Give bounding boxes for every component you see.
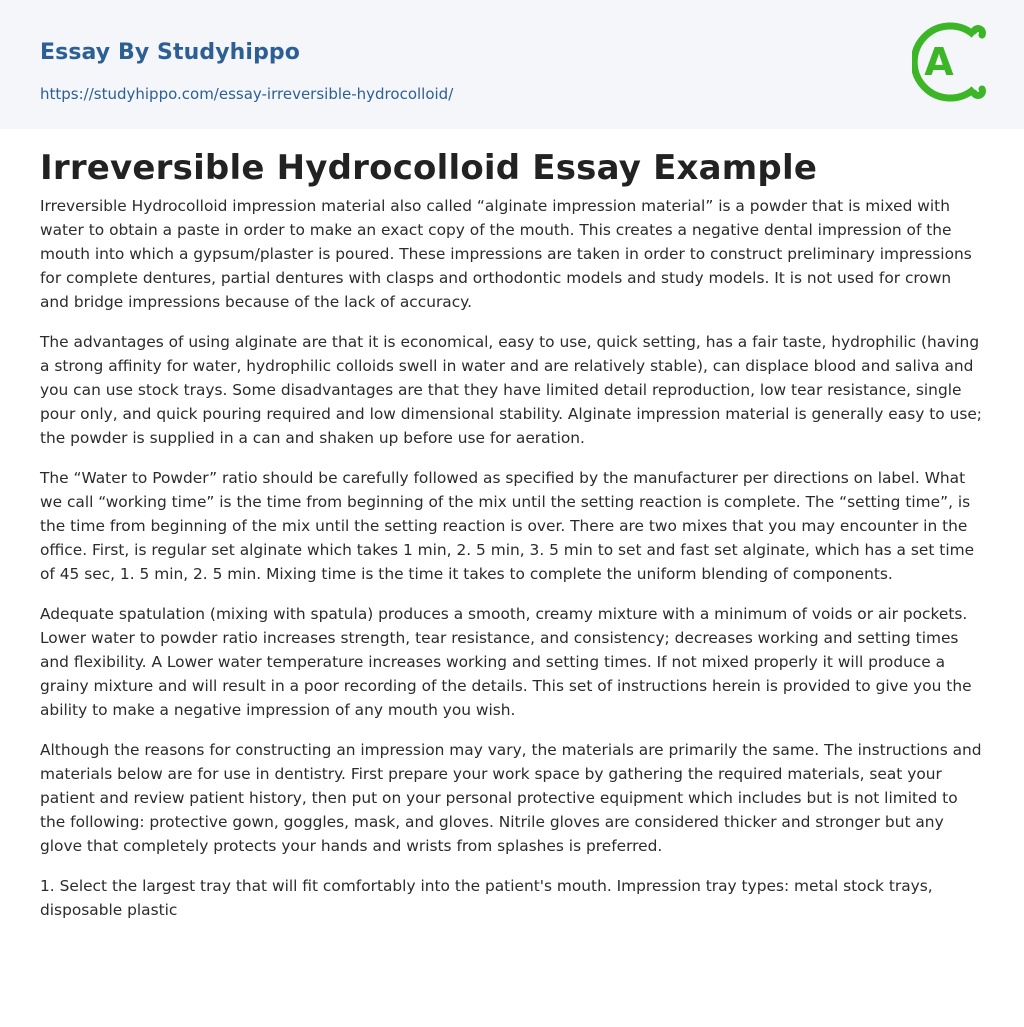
article-title: Irreversible Hydrocolloid Essay Example	[40, 148, 818, 188]
logo-letter: A	[924, 40, 954, 84]
article-paragraph-6: 1. Select the largest tray that will fit comfortably into the patient's mouth. Impression tray types: metal stock trays, disposable plastic	[40, 877, 933, 919]
article-paragraph-2: The advantages of using alginate are that it is economical, easy to use, quick setting, has a fair taste, hydrophilic (having a strong affinity for water, hydrophilic colloids swell in water and are relatively stable), can displace blood and saliva and you can use stock trays. Some disadvantages are that they have limited detail reproduction, low tear resistance, single pour only, and quick pouring required and low dimensional stability. Alginate impression material is generally easy to use; the powder is supplied in a can and shaken up before use for aeration.	[40, 333, 982, 447]
article-paragraph-3: The “Water to Powder” ratio should be carefully followed as specified by the manufacturer per directions on label. What we call “working time” is the time from beginning of the mix until the setting reaction is complete. The “setting time”, is the time from beginning of the mix until the setting reaction is over. There are two mixes that you may encounter in the office. First, is regular set alginate which takes 1 min, 2. 5 min, 3. 5 min to set and fast set alginate, which has a set time of 45 sec, 1. 5 min, 2. 5 min. Mixing time is the time it takes to complete the uniform blending of components.	[40, 469, 975, 583]
article-paragraph-4: Adequate spatulation (mixing with spatula) produces a smooth, creamy mixture with a minimum of voids or air pockets. Lower water to powder ratio increases strength, tear resistance, and consistency; decreases working and setting times and flexibility. A Lower water temperature increases working and setting times. If not mixed properly it will produce a grainy mixture and will result in a poor recording of the details. This set of instructions herein is provided to give you the ability to make a negative impression of any mouth you wish.	[40, 605, 972, 719]
article-url-link[interactable]: https://studyhippo.com/essay-irreversible-hydrocolloid/	[40, 85, 454, 103]
article-body	[40, 194, 984, 938]
studyhippo-logo-icon[interactable]	[912, 19, 986, 105]
site-title-link[interactable]: Essay By Studyhippo	[40, 40, 300, 65]
article-paragraph-1: Irreversible Hydrocolloid impression material also called “alginate impression material” is a powder that is mixed with water to obtain a paste in order to make an exact copy of the mouth. This creates a negative dental impression of the mouth into which a gypsum/plaster is poured. These impressions are taken in order to construct preliminary impressions for complete dentures, partial dentures with clasps and orthodontic models and study models. It is not used for crown and bridge impressions because of the lack of accuracy.	[40, 197, 972, 311]
article-paragraph-5: Although the reasons for constructing an impression may vary, the materials are primarily the same. The instructions and materials below are for use in dentistry. First prepare your work space by gathering the required materials, seat your patient and review patient history, then put on your personal protective equipment which includes but is not limited to the following: protective gown, goggles, mask, and gloves. Nitrile gloves are considered thicker and stronger but any glove that completely protects your hands and wrists from splashes is preferred.	[40, 741, 982, 855]
